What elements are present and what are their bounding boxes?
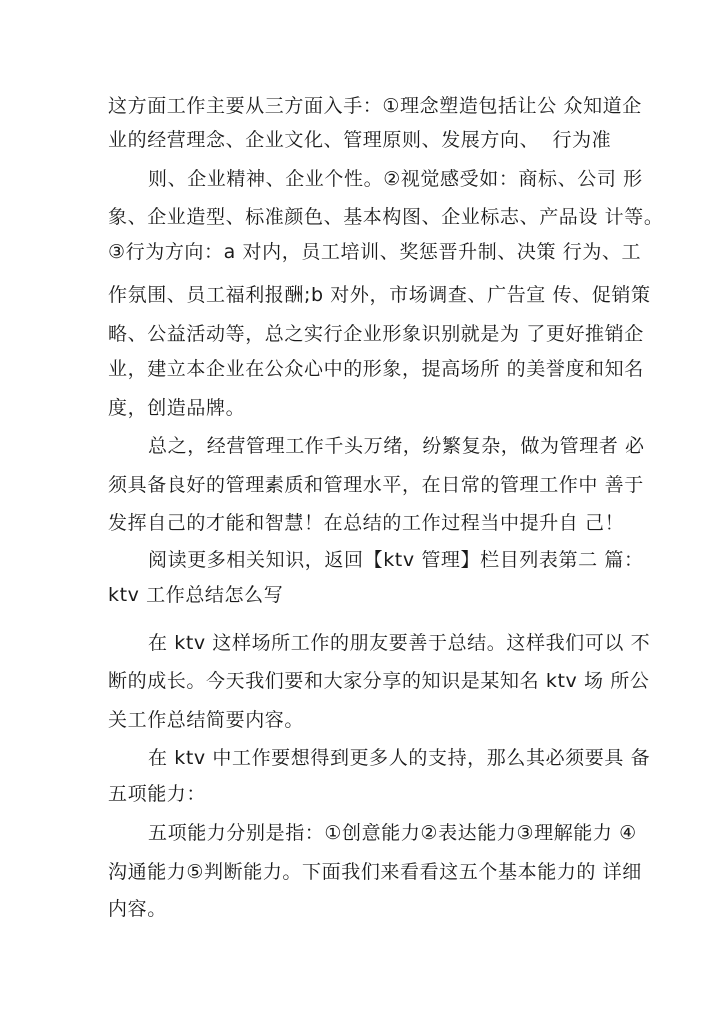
text-line: 发挥自己的才能和智慧！在总结的工作过程当中提升自 己！ (108, 512, 625, 534)
text-line: 作氛围、员工福利报酬;b 对外，市场调查、广告宣 传、促销策 (108, 284, 651, 306)
text-line: 关工作总结简要内容。 (108, 709, 305, 731)
text-line: 断的成长。今天我们要和大家分享的知识是某知名 ktv 场 所公 (108, 670, 650, 692)
text-line: 度，创造品牌。 (108, 397, 246, 419)
text-line: 业的经营理念、企业文化、管理原则、发展方向、 行为准 (108, 129, 612, 151)
text-line: 象、企业造型、标准颜色、基本构图、企业标志、产品设 计等。 (108, 206, 664, 228)
text-line: 业，建立本企业在公众心中的形象，提高场所 的美誉度和知名 (108, 358, 644, 380)
text-line: 五项能力： (108, 783, 207, 805)
text-line: 略、公益活动等，总之实行企业形象识别就是为 了更好推销企 (108, 323, 644, 345)
text-line: 内容。 (108, 898, 167, 920)
text-line: 五项能力分别是指：①创意能力②表达能力③理解能力 ④ (148, 822, 637, 844)
text-line: 须具备良好的管理素质和管理水平，在日常的管理工作中 善于 (108, 474, 644, 496)
text-line: ktv 工作总结怎么写 (108, 584, 284, 606)
text-line: 在 ktv 中工作要想得到更多人的支持，那么其必须要具 备 (148, 747, 651, 769)
text-line: ③行为方向：a 对内，员工培训、奖惩晋升制、决策 行为、工 (108, 241, 642, 263)
text-line: 则、企业精神、企业个性。②视觉感受如：商标、公司 形 (148, 168, 643, 190)
text-line: 阅读更多相关知识，返回【ktv 管理】栏目列表第二 篇： (148, 549, 644, 571)
text-line: 这方面工作主要从三方面入手：①理念塑造包括让公 众知道企 (108, 95, 642, 117)
text-line: 沟通能力⑤判断能力。下面我们来看看这五个基本能力的 详细 (108, 861, 642, 883)
text-line: 总之，经营管理工作千头万绪，纷繁复杂，做为管理者 必 (148, 435, 645, 457)
text-line: 在 ktv 这样场所工作的朋友要善于总结。这样我们可以 不 (148, 632, 651, 654)
